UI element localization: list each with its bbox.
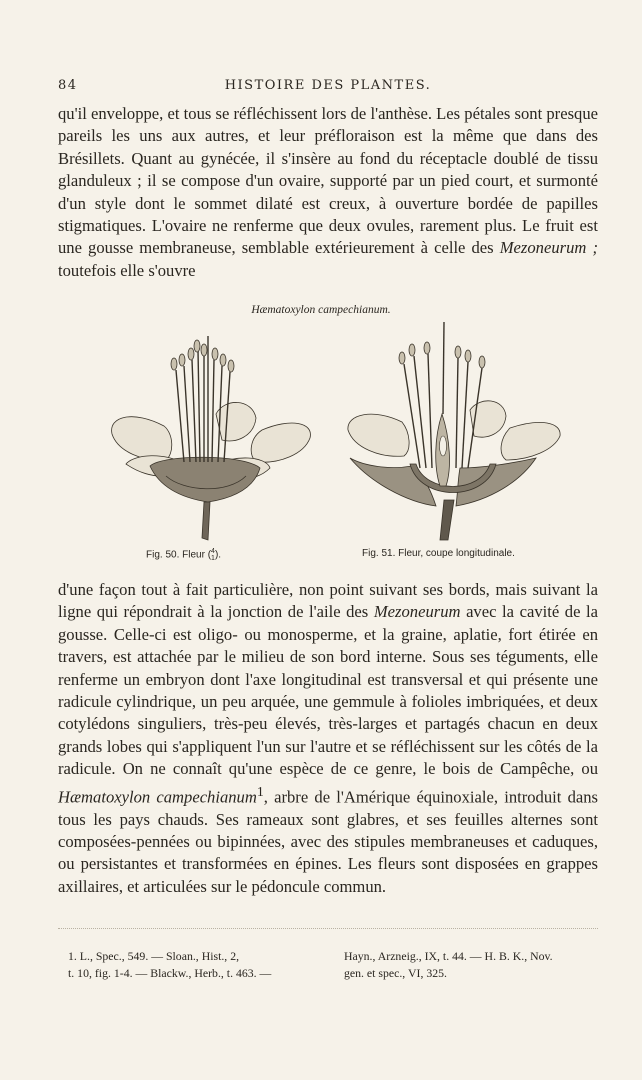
page-number: 84 — [58, 78, 78, 93]
paragraph-bottom — [58, 579, 598, 898]
flower-illustration — [104, 326, 316, 548]
figure-title: Hæmatoxylon campechianum. — [251, 304, 391, 316]
scale-numerator: 4 — [211, 548, 215, 555]
page-header — [58, 78, 598, 98]
figure-50-caption-close: ). — [214, 549, 222, 561]
genus-name-2: Mezoneurum — [373, 602, 461, 622]
footnote-line-3: Hayn., Arzneig., IX, t. 44. — H. B. K., Nov. — [344, 949, 553, 963]
paragraph-bottom-b: avec la cavité de la gousse. Celle-ci est oligo- ou monosperme, et la graine, aplatie, fort étirée en travers, est attachée par le milieu de son bord interne. Sous ses téguments, elle renferme un embryon dont l'axe longitudinal est transversal et qui présente une radicule cylindrique, un peu arquée, une gemmule à folioles imbriquées, et deux cotylédons singuliers, très-peu élevés, très-larges et partagés chacun en deux grands lobes qui s'appliquent l'un sur l'autre et se réfléchissent sur les côtés de la radicule. On ne connaît qu'une espèce de ce genre, le bois de Campêche, ou — [58, 602, 598, 779]
footnote-line-2: t. 10, fig. 1-4. — Blackw., Herb., t. 463. — — [68, 966, 272, 980]
paragraph-top — [58, 103, 598, 282]
footnote-marker: 1 — [256, 783, 264, 799]
running-title: HISTOIRE DES PLANTES. — [224, 78, 432, 93]
paragraph-bottom-c: , arbre de l'Amérique équinoxiale, introduit dans tous les pays chauds. Ses rameaux sont glabres, et ses feuilles alternes sont composées-pennées ou bipinnées, avec des stipules membraneuses et caduques, ou persistantes et transformées en épines. Les fleurs sont disposées en grappes axillaires, et articulées sur le pédoncule commun. — [58, 787, 598, 896]
species-name: Hæmatoxylon campechianum — [58, 787, 257, 807]
footnote-line-1: 1. L., Spec., 549. — Sloan., Hist., 2, — [68, 949, 240, 963]
footnote-divider — [58, 928, 598, 929]
text-block-top — [58, 103, 598, 282]
genus-name: Mezoneurum ; — [499, 238, 598, 258]
paragraph-top-text: qu'il enveloppe, et tous se réfléchissent lors de l'anthèse. Les pétales sont presque pareils les uns aux autres, et leur préfloraison est la même que dans des Brésillets. Quant au gynécée, il s'insère au fond du réceptacle doublé de tissu glanduleux ; il se compose d'un ovaire, supporté par un pied court, et surmonté d'un style dont le sommet dilaté est creux, à ouverture bordée de papilles stigmatiques. L'ovaire ne renferme que deux ovules, rarement plus. Le fruit est une gousse membraneuse, semblable extérieurement à celle des — [58, 104, 598, 258]
paragraph-bottom-a: d'une façon tout à fait particulière, non point suivant ses bords, mais suivant la ligne qui répondrait à la jonction de l'aile des — [58, 580, 598, 622]
figure-50-caption-label: Fig. 50. Fleur ( — [146, 549, 212, 561]
figure-50-caption — [146, 548, 221, 562]
paragraph-top-end: toutefois elle s'ouvre — [58, 260, 196, 280]
footnote-column-1 — [68, 948, 360, 982]
figure-51-caption: Fig. 51. Fleur, coupe longitudinale. — [362, 548, 515, 559]
footnote-line-4: gen. et spec., VI, 325. — [344, 966, 447, 980]
footnote-column-2 — [344, 948, 606, 982]
scale-denominator: 1 — [211, 555, 215, 562]
text-block-bottom — [58, 579, 598, 898]
flower-section-illustration — [340, 318, 568, 548]
